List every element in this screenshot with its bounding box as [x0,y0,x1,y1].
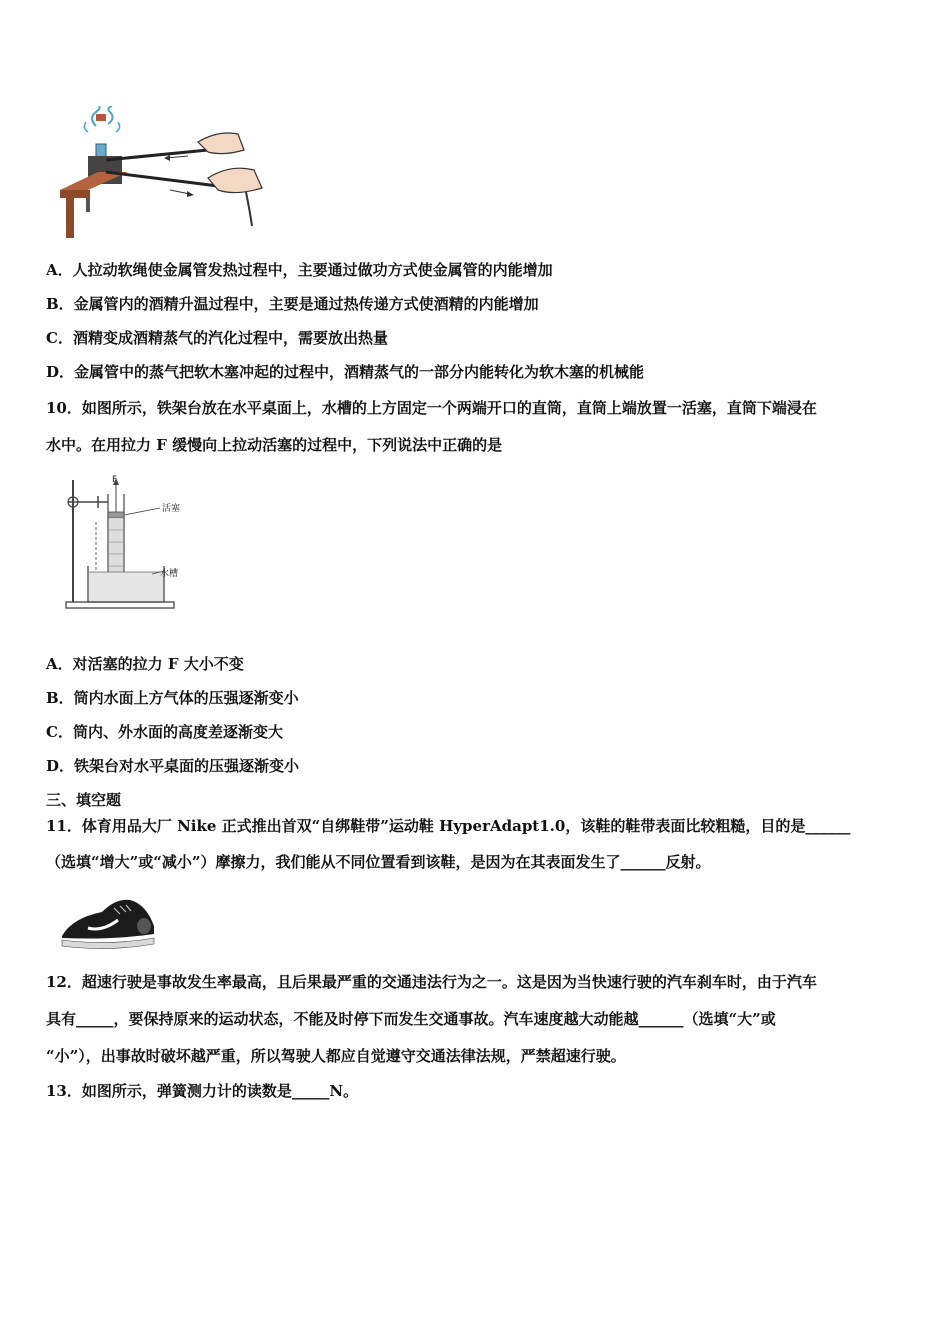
q10-stem-line1: 10．如图所示，铁架台放在水平桌面上，水槽的上方固定一个两端开口的直筒，直筒上端放置一活塞，直筒下端浸在 [46,399,817,417]
q10-stem-line2: 水中。在用拉力 F 缓慢向上拉动活塞的过程中，下列说法中正确的是 [46,436,503,454]
tank-label: 水槽 [160,569,179,579]
q9-option-c: C．酒精变成酒精蒸气的汽化过程中，需要放出热量 [46,329,388,347]
q12-stem-line3: “小”），出事故时破坏越严重，所以驾驶人都应自觉遵守交通法律法规，严禁超速行驶。 [46,1047,626,1065]
q9-option-a: A．人拉动软绳使金属管发热过程中，主要通过做功方式使金属管的内能增加 [46,261,553,279]
force-label: F [112,475,118,485]
q13-stem: 13．如图所示，弹簧测力计的读数是_____N。 [46,1082,359,1100]
section-title-fill-in: 三、填空题 [46,791,122,809]
q10-option-b: B．筒内水面上方气体的压强逐渐变小 [46,689,299,707]
friction-heating-figure [58,106,278,242]
q12-stem-line2: 具有_____，要保持原来的运动状态，不能及时停下而发生交通事故。汽车速度越大动能越______（选填“大”或 [46,1010,776,1028]
q10-option-c: C．筒内、外水面的高度差逐渐变大 [46,723,283,741]
q11-stem-line2: （选填“增大”或“减小”）摩擦力，我们能从不同位置看到该鞋，是因为在其表面发生了______反射。 [46,853,711,871]
q9-option-b: B．金属管内的酒精升温过程中，主要是通过热传递方式使酒精的内能增加 [46,295,539,313]
q10-option-d: D．铁架台对水平桌面的压强逐渐变小 [46,757,300,775]
shoe-figure [58,896,158,952]
q12-stem-line1: 12．超速行驶是事故发生率最高，且后果最严重的交通违法行为之一。这是因为当快速行驶的汽车刹车时，由于汽车 [46,973,817,991]
piston-tank-figure [56,474,196,616]
q11-stem-line1: 11．体育用品大厂 Nike 正式推出首双“自绑鞋带”运动鞋 HyperAdapt1.0，该鞋的鞋带表面比较粗糙，目的是______ [46,817,851,835]
q10-option-a: A．对活塞的拉力 F 大小不变 [46,655,244,673]
q9-option-d: D．金属管中的蒸气把软木塞冲起的过程中，酒精蒸气的一部分内能转化为软木塞的机械能 [46,363,645,381]
piston-label: 活塞 [162,504,181,514]
